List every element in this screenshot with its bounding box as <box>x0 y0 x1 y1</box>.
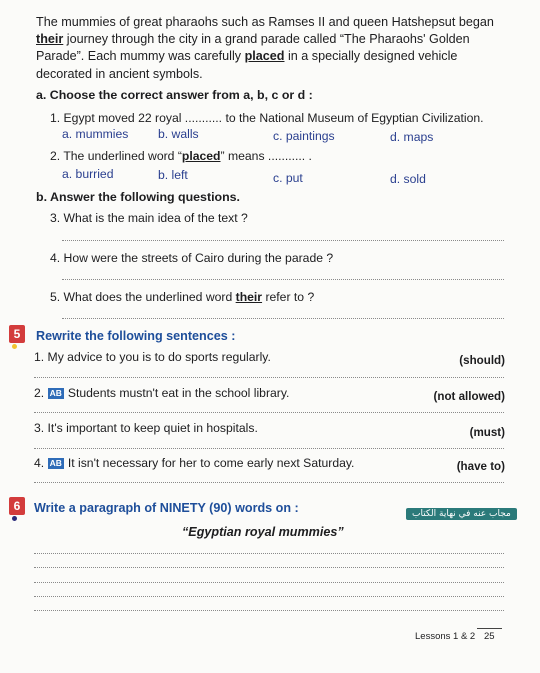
q2-option-a[interactable]: a. burried <box>62 167 114 181</box>
passage-part: in a specially designed vehicle decorated in ancient symbols. <box>36 49 458 81</box>
paragraph-line[interactable] <box>34 610 504 611</box>
q5-underlined-word: their <box>235 290 263 304</box>
q2-text: ” means ........... . <box>220 149 312 163</box>
section-6-number: 6 <box>9 497 25 515</box>
q2-text: 2. The underlined word “ <box>50 149 182 163</box>
footer-lessons: Lessons 1 & 2 <box>415 631 476 642</box>
question-5 <box>50 290 314 304</box>
q1-option-b[interactable]: b. walls <box>158 127 199 141</box>
answer-line[interactable] <box>34 448 504 449</box>
rewrite-item-3: 3. It's important to keep quiet in hospitals. <box>34 421 258 435</box>
q1-option-a[interactable]: a. mummies <box>62 127 129 141</box>
section-6-heading: Write a paragraph of NINETY (90) words on : <box>34 501 299 515</box>
paragraph-topic: “Egyptian royal mummies” <box>182 525 344 539</box>
passage-text <box>36 14 516 83</box>
q5-text: 5. What does the underlined word <box>50 290 236 304</box>
item-text: Students mustn't eat in the school library. <box>67 386 290 400</box>
q1-option-c[interactable]: c. paintings <box>273 129 335 143</box>
rewrite-hint-1: (should) <box>459 354 505 367</box>
q1-option-d[interactable]: d. maps <box>390 130 434 144</box>
answer-key-badge: مجاب عنه في نهاية الكتاب <box>406 508 517 520</box>
rewrite-hint-2: (not allowed) <box>433 390 505 403</box>
answer-line[interactable] <box>34 412 504 413</box>
answer-line[interactable] <box>62 279 504 280</box>
rewrite-item-1: 1. My advice to you is to do sports regularly. <box>34 350 271 364</box>
q5-text: refer to ? <box>262 290 315 304</box>
section-5-dot <box>12 344 17 349</box>
item-number: 2. <box>34 386 45 400</box>
footer-rule <box>477 628 502 629</box>
q2-option-d[interactable]: d. sold <box>390 172 426 186</box>
paragraph-line[interactable] <box>34 553 504 554</box>
section-a-heading: a. Choose the correct answer from a, b, c or d : <box>36 88 313 102</box>
item-number: 4. <box>34 456 45 470</box>
question-3: 3. What is the main idea of the text ? <box>50 211 248 225</box>
passage-part: journey through the city in a grand parade called “The Pharaohs' Golden Parade”. Each mummy was carefully <box>36 32 470 64</box>
answer-line[interactable] <box>62 240 504 241</box>
question-2 <box>50 149 312 163</box>
answer-line[interactable] <box>62 318 504 319</box>
item-text: It isn't necessary for her to come early next Saturday. <box>67 456 355 470</box>
paragraph-line[interactable] <box>34 567 504 568</box>
answer-line[interactable] <box>34 377 504 378</box>
question-4: 4. How were the streets of Cairo during the parade ? <box>50 251 334 265</box>
ab-tag: AB <box>49 458 62 468</box>
passage-part: The mummies of great pharaohs such as Ramses II and queen Hatshepsut began <box>36 15 494 29</box>
paragraph-line[interactable] <box>34 596 504 597</box>
q2-option-b[interactable]: b. left <box>158 168 188 182</box>
answer-line[interactable] <box>34 482 504 483</box>
q2-option-c[interactable]: c. put <box>273 171 303 185</box>
page-number: 25 <box>484 631 495 642</box>
underlined-their: their <box>36 32 64 47</box>
section-b-heading: b. Answer the following questions. <box>36 190 240 204</box>
paragraph-line[interactable] <box>34 582 504 583</box>
underlined-placed: placed <box>244 49 285 64</box>
rewrite-item-4 <box>34 456 354 470</box>
rewrite-item-2 <box>34 386 289 400</box>
section-5-heading: Rewrite the following sentences : <box>36 329 236 343</box>
rewrite-hint-3: (must) <box>469 426 505 439</box>
rewrite-hint-4: (have to) <box>456 460 505 473</box>
section-5-number: 5 <box>9 325 25 343</box>
q2-underlined-word: placed <box>181 149 221 163</box>
ab-tag: AB <box>49 388 62 398</box>
section-6-dot <box>12 516 17 521</box>
question-1: 1. Egypt moved 22 royal ........... to the National Museum of Egyptian Civilization. <box>50 111 484 125</box>
